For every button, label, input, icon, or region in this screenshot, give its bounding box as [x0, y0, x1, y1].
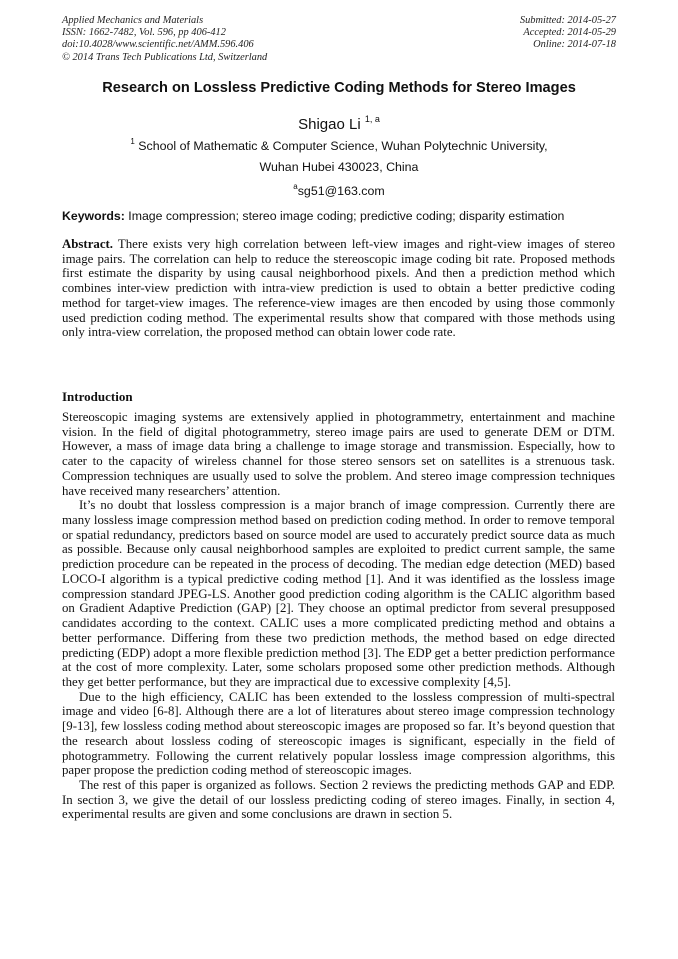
author-name: Shigao Li	[298, 116, 361, 133]
online-date: Online: 2014-07-18	[533, 39, 616, 51]
affiliation-line-2: Wuhan Hubei 430023, China	[259, 160, 419, 174]
affiliation-text-1: School of Mathematic & Computer Science, Wuhan Polytechnic University,	[138, 139, 548, 153]
keywords-line	[62, 209, 618, 223]
keywords-text: Image compression; stereo image coding; predictive coding; disparity estimation	[128, 209, 565, 223]
abstract-text: There exists very high correlation between left-view images and right-view images of stereo image pairs. The correlation can help to reduce the stereoscopic image coding bit rate. Proposed methods first estimate the disparity by using causal neighborhood pixels. And then a prediction method which combines inter-view prediction with intra-view prediction is used to obtain a better predictive coding method for target-view images. The reference-view images are then encoded by using those commonly used prediction coding method. The experimental results show that compared with those methods using only intra-view correlation, the proposed method can obtain lower code rate.	[62, 237, 616, 340]
author-line	[0, 114, 678, 133]
abstract-label: Abstract.	[62, 237, 114, 251]
affiliation-superscript: 1	[130, 137, 135, 146]
copyright: © 2014 Trans Tech Publications Ltd, Switzerland	[62, 51, 268, 63]
paper-title: Research on Lossless Predictive Coding Methods for Stereo Images	[102, 80, 576, 96]
intro-paragraph-4: The rest of this paper is organized as follows. Section 2 reviews the predicting methods GAP and EDP. In section 3, we give the detail of our lossless predicting coding of stereo images. Finally, in section 4, experimental results are given and some conclusions are drawn in section 5.	[62, 777, 615, 822]
submitted-date: Submitted: 2014-05-27	[519, 15, 616, 26]
abstract	[62, 237, 615, 340]
keywords-label: Keywords:	[62, 209, 125, 223]
intro-paragraph-2: It’s no doubt that lossless compression is a major branch of image compression. Currently there are many lossless image compression method based on prediction coding method. In order to remove temporal or spatial redundancy, predictors based on source model are used to accurately predict source data as much as possible. Because only causal neighborhood samples are exploited to predict current sample, the same prediction procedure can be repeated in the process of decoding. The median edge detection (MED) based LOCO-I algorithm is a typical predictive coding method [1]. And it was identified as the lossless image compression standard JPEG-LS. Another good prediction coding algorithm is the CALIC algorithm based on Gradient Adaptive Prediction (GAP) [2]. They choose an optimal predictor from several presupposed candidates according to the context. CALIC uses a more complicated predicting method and obtains a better performance. Differing from these two prediction methods, the method based on edge directed predicting (EDP) adopt a more flexible prediction method [3]. The EDP get a better prediction performance at the cost of more complexity. Later, some scholars proposed some other prediction methods. Although they get better performance, but they are impractical due to excessive complexity [4,5].	[62, 498, 615, 689]
publication-dates	[520, 15, 616, 52]
journal-name: Applied Mechanics and Materials	[62, 15, 204, 26]
intro-paragraph-1: Stereoscopic imaging systems are extensively applied in photogrammetry, entertainment and machine vision. In the field of digital photogrammetry, stereo image pairs are used to generate DEM or DTM. However, a mass of image data bring a challenge to image storage and transmission. Especially, how to cater to the capacity of wireless channel for those stereo sensors set on satellites is a strenuous task. Compression techniques are usually used to solve the problem. And stereo image compression techniques have received many researchers’ attention.	[62, 410, 615, 498]
email-address: sg51@163.com	[297, 184, 385, 198]
introduction-body	[62, 410, 615, 822]
email-line	[0, 182, 678, 198]
issn-volume: ISSN: 1662-7482, Vol. 596, pp 406-412	[62, 27, 226, 39]
section-heading-introduction: Introduction	[62, 389, 133, 404]
accepted-date: Accepted: 2014-05-29	[523, 27, 616, 39]
author-superscript: 1, a	[364, 114, 380, 124]
doi: doi:10.4028/www.scientific.net/AMM.596.406	[62, 39, 254, 51]
email-superscript: a	[293, 182, 298, 191]
affiliation-line-1	[0, 137, 678, 153]
intro-paragraph-3: Due to the high efficiency, CALIC has been extended to the lossless compression of multi-spectral image and video [6-8]. Although there are a lot of literatures about stereo image compression technology [9-13], few lossless coding method about stereoscopic images are proposed so far. It’s beyond question that the research about lossless coding of stereoscopic images is significant, especially in the field of photogrammetry. Following the current relatively popular lossless image compression algorithms, this paper propose the prediction coding method of stereoscopic images.	[62, 689, 615, 778]
publication-info	[62, 15, 267, 64]
